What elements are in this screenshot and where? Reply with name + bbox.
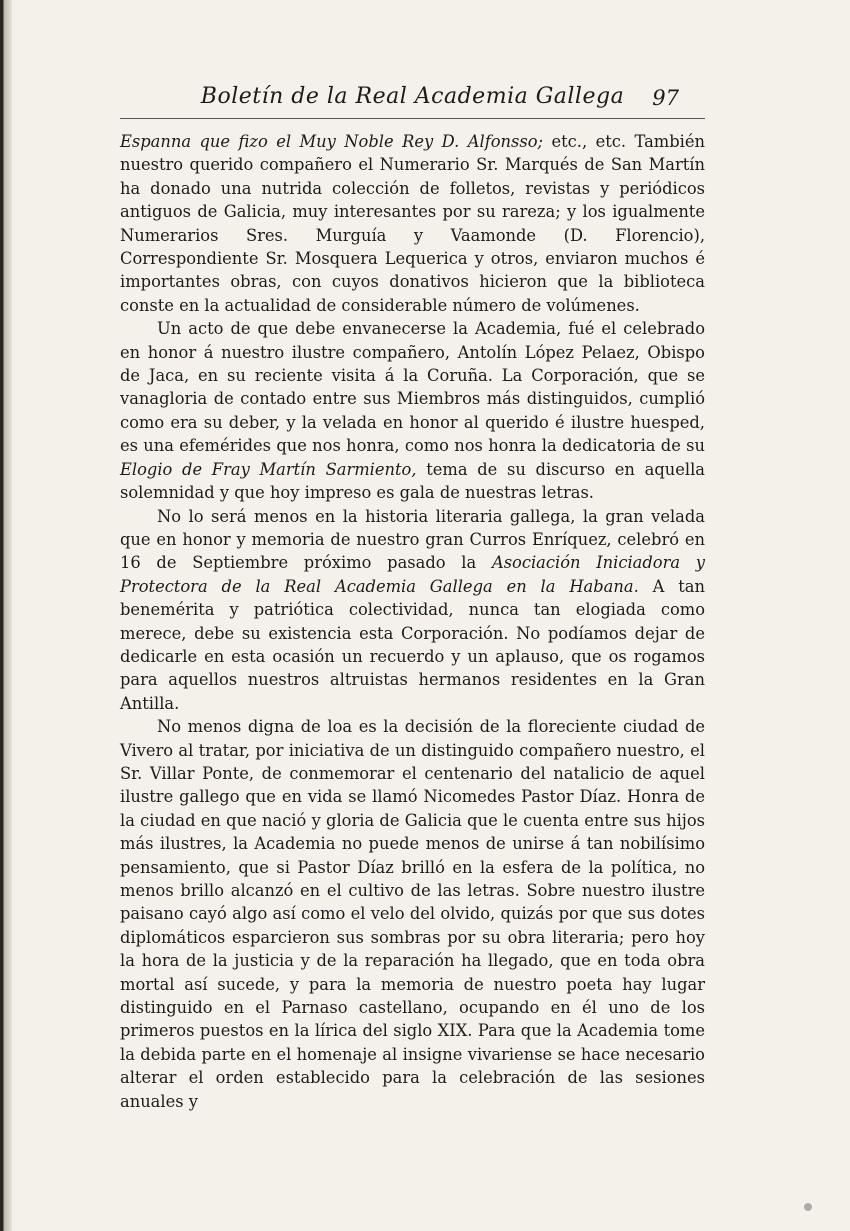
page-binding-edge: [0, 0, 12, 1231]
ink-spot: [804, 1203, 812, 1211]
page-number: 97: [652, 86, 679, 110]
page-header: [120, 82, 705, 119]
running-title: Boletín de la Real Academia Gallega: [200, 84, 625, 109]
paragraph-1: [120, 130, 705, 317]
paragraph-text: No menos digna de loa es la decisión de la floreciente ciudad de Vivero al tratar, por iniciativa de un distinguido compañero nuestro, el Sr. Villar Ponte, de conmemorar el centenario del natalicio de aquel ilustre gallego que en vida se llamó Nicomedes Pastor Díaz. Honra de la ciudad en que nació y gloria de Galicia que le cuenta entre sus hijos más ilustres, la Academia no puede menos de unirse á tan nobilísimo pensamiento, que si Pastor Díaz brilló en la esfera de la política, no menos brillo alcanzó en el cultivo de las letras. Sobre nuestro ilustre paisano cayó algo así como el velo del olvido, quizás por que sus dotes diplomáticos esparcieron sus sombras por su obra literaria; pero hoy la hora de la justicia y de la reparación ha llegado, que en toda obra mortal así sucede, y para la memoria de nuestro poeta hay lugar distinguido en el Parnaso castellano, ocupando en él uno de los primeros puestos en la lírica del siglo XIX. Para que la Academia tome la debida parte en el homenaje al insigne vivariense se hace necesario alterar el orden establecido para la celebración de las sesiones anuales y: [120, 717, 705, 1111]
paragraph-2: [120, 317, 705, 504]
paragraph-text: tema de su discurso en aquella solemnidad y que hoy impreso es gala de nuestras letras.: [120, 459, 705, 503]
work-title: Elogio de Fray Martín Sarmiento,: [120, 459, 417, 479]
organization-name: Asociación Iniciadora y Protectora de la Real Academia Gallega en la Habana.: [120, 553, 706, 596]
paragraph-text: Un acto de que debe envanecerse la Academia, fué el celebrado en honor á nuestro ilustre compañero, Antolín López Pelaez, Obispo de Jaca, en su reciente visita á la Coruña. La Corporación, que se vanagloria de contado entre sus Miembros más distinguidos, cumplió como era su deber, y la velada en honor al querido é ilustre huesped, es una efemérides que nos honra, como nos honra la dedicatoria de su: [120, 319, 705, 456]
paragraph-text: A tan benemérita y patriótica colectividad, nunca tan elogiada como merece, debe su existencia esta Corporación. No podíamos dejar de dedicarle en esta ocasión un recuerdo y un aplauso, que os rogamos para aquellos nuestros altruistas hermanos residentes en la Gran Antilla.: [120, 576, 705, 713]
paragraph-text: No lo será menos en la historia literaria gallega, la gran velada que en honor y memoria de nuestro gran Curros Enríquez, celebró en 16 de Septiembre próximo pasado la: [120, 506, 705, 573]
paragraph-text: etc., etc. También nuestro querido compañero el Numerario Sr. Marqués de San Martín ha donado una nutrida colección de folletos, revistas y periódicos antiguos de Galicia, muy interesantes por su rareza; y los igualmente Numerarios Sres. Murguía y Vaamonde (D. Florencio), Correspondiente Sr. Mosquera Lequerica y otros, enviaron muchos é importantes obras, con cuyos donativos hicieron que la biblioteca conste en la actualidad de considerable número de volúmenes.: [120, 132, 705, 315]
book-title: Espanna que fizo el Muy Noble Rey D. Alfonsso;: [120, 132, 544, 151]
paragraph-4: [120, 715, 705, 1113]
body-text: [120, 130, 705, 1113]
paragraph-3: [120, 505, 705, 716]
